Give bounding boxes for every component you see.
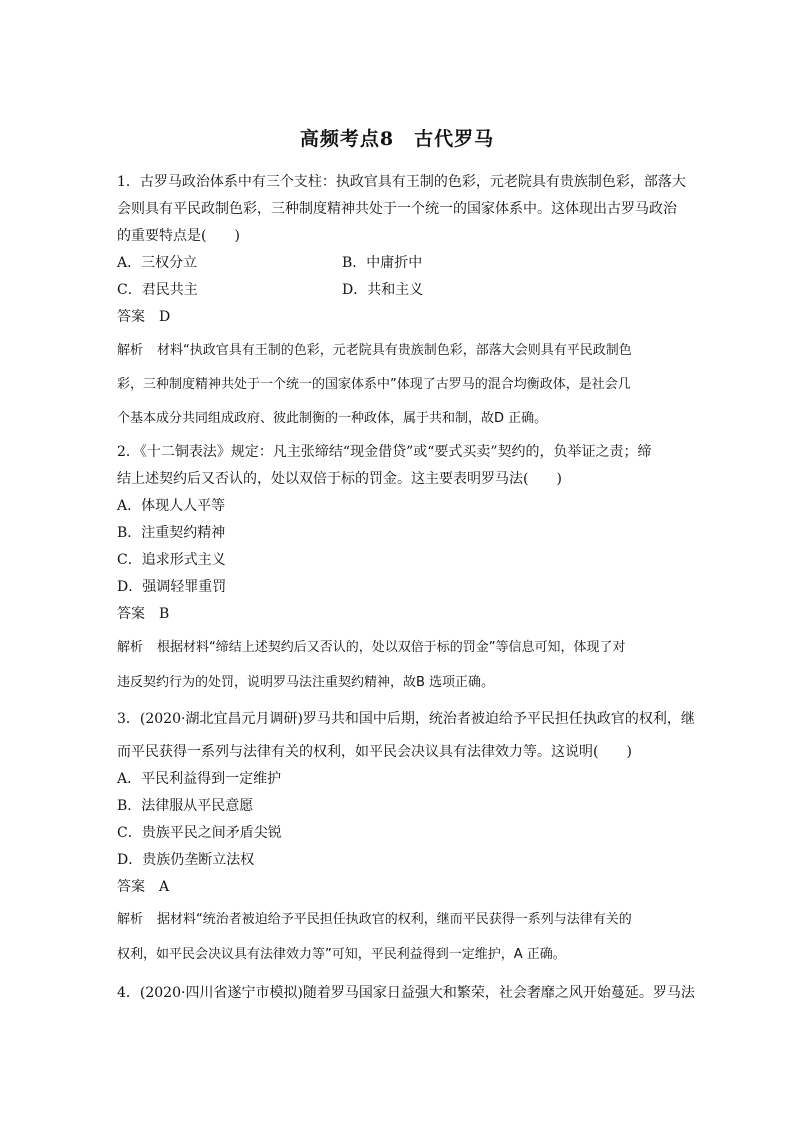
option-b: B．注重契约精神 — [117, 525, 226, 541]
question-stem-line: 而平民获得一系列与法律有关的权利，如平民会决议具有法律效力等。这说明( ) — [117, 744, 632, 760]
answer-line — [117, 604, 169, 624]
answer-value: B — [159, 606, 170, 622]
analysis-line — [117, 638, 682, 658]
analysis-label: 解析 — [117, 640, 144, 655]
question-stem-line: 3．(2020·湖北宜昌元月调研)罗马共和国中后期，统治者被迫给予平民担任执政官的权利，继 — [117, 711, 695, 727]
analysis-text: 据材料“统治者被迫给予平民担任执政官的权利，继而平民获得一系列与法律有关的 — [157, 912, 632, 927]
option-b: B．法律服从平民意愿 — [117, 798, 254, 814]
analysis-line: 彩，三种制度精神共处于一个统一的国家体系中”体现了古罗马的混合均衡政体，是社会几 — [117, 377, 631, 392]
option-b: B．中庸折中 — [342, 255, 423, 271]
answer-value: D — [159, 309, 171, 325]
question-stem-line: 结上述契约后又否认的，处以双倍于标的罚金。这主要表明罗马法( ) — [117, 471, 562, 487]
option-d: D．共和主义 — [342, 282, 424, 298]
answer-value: A — [159, 879, 170, 895]
option-a: A．三权分立 — [117, 255, 198, 271]
question-stem-line: 4．(2020·四川省遂宁市模拟)随着罗马国家日益强大和繁荣，社会奢靡之风开始蔓延。罗马法 — [117, 985, 695, 1001]
option-c: C．贵族平民之间矛盾尖锐 — [117, 825, 282, 841]
option-c: C．君民共主 — [117, 282, 198, 298]
analysis-text: 材料“执政官具有王制的色彩，元老院具有贵族制色彩，部落大会则具有平民政制色 — [157, 343, 632, 358]
analysis-label: 解析 — [117, 343, 144, 358]
analysis-label: 解析 — [117, 912, 144, 927]
question-stem-line: 2．《十二铜表法》规定：凡主张缔结“现金借贷”或“要式买卖”契约的，负举证之责；缔 — [117, 444, 652, 460]
analysis-line: 个基本成分共同组成政府、彼此制衡的一种政体，属于共和制，故D 正确。 — [117, 411, 548, 426]
answer-label: 答案 — [117, 879, 145, 895]
option-a: A．平民利益得到一定维护 — [117, 771, 282, 787]
option-d: D．贵族仍垄断立法权 — [117, 852, 255, 868]
option-a: A．体现人人平等 — [117, 498, 226, 514]
answer-label: 答案 — [117, 309, 145, 325]
option-c: C．追求形式主义 — [117, 552, 226, 568]
answer-line — [117, 877, 169, 897]
question-stem-line: 1．古罗马政治体系中有三个支柱：执政官具有王制的色彩，元老院具有贵族制色彩，部落大 — [117, 174, 686, 190]
answer-label: 答案 — [117, 606, 145, 622]
analysis-line — [117, 341, 682, 361]
question-stem-line: 会则具有平民政制色彩，三种制度精神共处于一个统一的国家体系中。这体现出古罗马政治 — [117, 201, 677, 217]
answer-line — [117, 307, 170, 327]
analysis-line: 违反契约行为的处罚，说明罗马法注重契约精神，故B 选项正确。 — [117, 675, 495, 690]
page-title: 高频考点8 古代罗马 — [299, 128, 495, 150]
analysis-line: 权利，如平民会决议具有法律效力等”可知，平民利益得到一定维护，A 正确。 — [117, 947, 566, 962]
analysis-line — [117, 910, 682, 930]
option-d: D．强调轻罪重罚 — [117, 579, 227, 595]
question-stem-line: 的重要特点是( ) — [117, 228, 240, 244]
analysis-text: 根据材料“缔结上述契约后又否认的，处以双倍于标的罚金”等信息可知，体现了对 — [157, 640, 626, 655]
